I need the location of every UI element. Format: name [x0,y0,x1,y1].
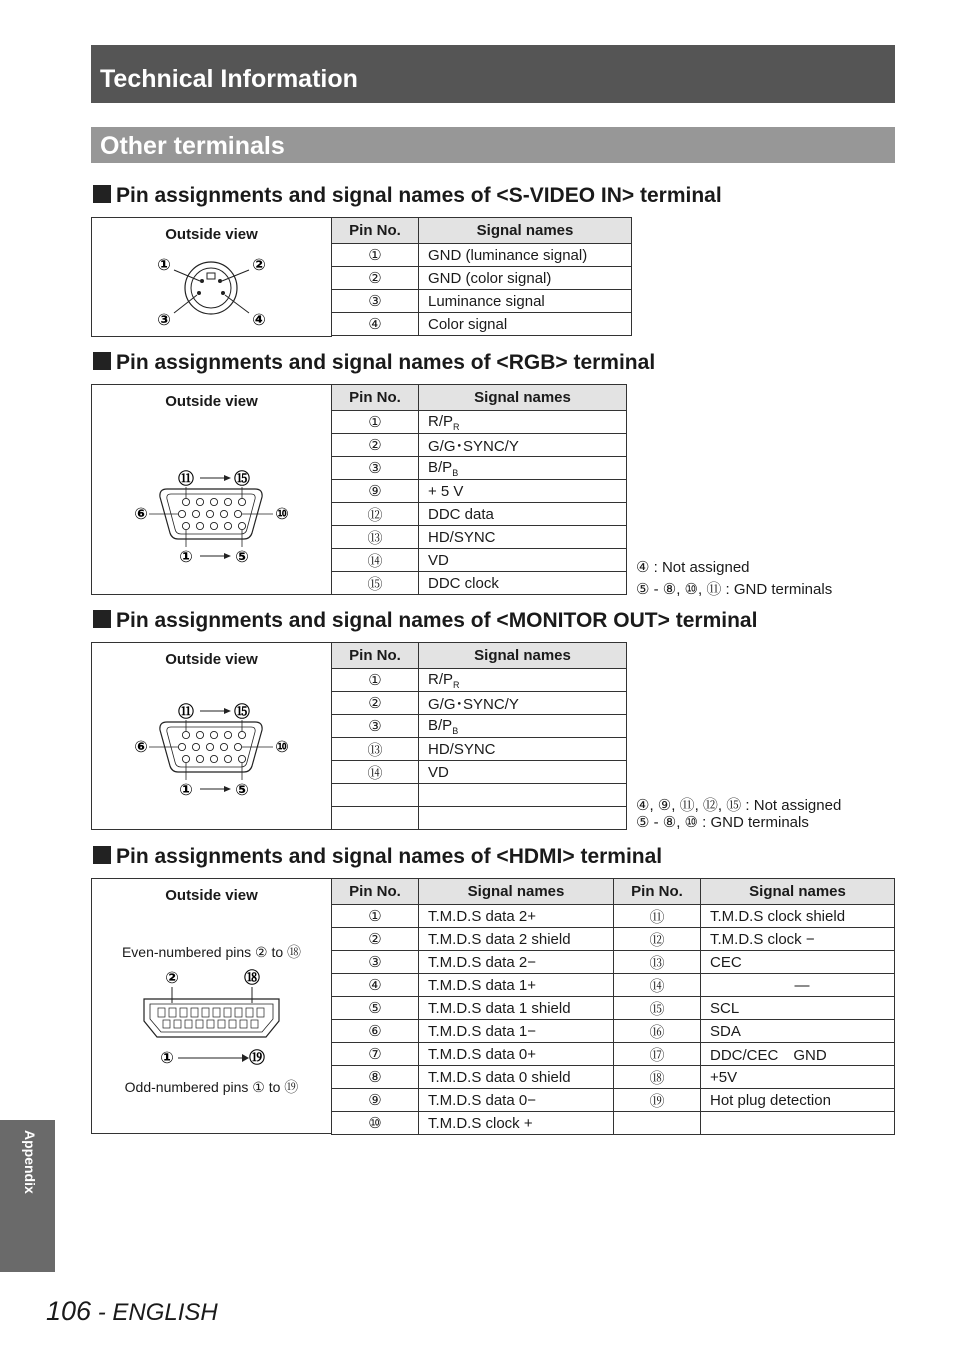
signal-name-cell: $B/P_B$ [419,457,627,480]
pin-number-cell: ④ [332,313,419,336]
table-row [332,1089,895,1112]
signal-name-cell: T.M.D.S data 1− [419,1020,614,1043]
pin-label: ⑩ [275,504,289,523]
signal-name-cell: T.M.D.S data 0+ [419,1043,614,1066]
svideo-heading: Pin assignments and signal names of <S-VIDEO IN> terminal [93,184,722,208]
hdmi-pin-slot [229,1020,236,1028]
col-signal-header: Signal names [419,385,627,411]
table-row [332,784,627,807]
pin-number-cell [332,784,419,807]
pin-hole [178,510,185,517]
pin-hole [196,498,203,505]
pin-hole [224,755,231,762]
svideo-connector-diagram [92,248,331,336]
col-pin-header: Pin No. [332,218,419,244]
svideo-outside-view [91,217,332,337]
table-row [332,411,627,434]
pin-hole [192,510,199,517]
pin-number-cell: ⑧ [332,1066,419,1089]
pin-number-cell: ③ [332,951,419,974]
pin-number-cell: ② [332,267,419,290]
pin-hole [238,522,245,529]
pin-number-cell: ⑮ [332,572,419,595]
pin-number-cell: ⑥ [332,1020,419,1043]
pin-number-cell: ⑯ [614,1020,701,1043]
outside-view-label: Outside view [165,887,258,904]
rgb-note-not-assigned: ④ : Not assigned [636,559,750,576]
signal-name-cell [701,1112,895,1135]
table-row [332,1112,895,1135]
hdmi-pin-slot [202,1008,209,1017]
pin-label: ⑪ [177,702,195,721]
hdmi-pin-slot [163,1020,170,1028]
monitor-connector-diagram [92,662,331,822]
signal-name-cell: G/G･SYNC/Y [419,434,627,457]
appendix-label: Appendix [22,1130,38,1194]
pin-label: ① [179,547,193,566]
table-row [332,997,895,1020]
pin-number-cell: ⑭ [614,974,701,997]
pin-hole [234,743,241,750]
section-title: Technical Information [100,65,358,93]
pin-number-cell [614,1112,701,1135]
pin-number-cell: ⑦ [332,1043,419,1066]
pin-number-cell: ① [332,669,419,692]
pin-hole [210,731,217,738]
table-row [332,549,627,572]
table-row [332,1020,895,1043]
pin-number-cell: ① [332,244,419,267]
table-row [332,951,895,974]
hdmi-heading: Pin assignments and signal names of <HDMI> terminal [93,845,662,869]
page-number: 106 [46,1296,92,1326]
svideo-pin-table [331,217,632,336]
pin-number-cell: ⑨ [332,480,419,503]
pin-label: ⑪ [177,469,195,488]
table-row [332,244,632,267]
pin-hole [182,522,189,529]
table-row [332,434,627,457]
pin-number-cell: ⑱ [614,1066,701,1089]
table-row [332,974,895,997]
monitor-note-not-assigned: ④, ⑨, ⑪, ⑫, ⑮ : Not assigned [636,797,842,814]
table-row [332,928,895,951]
hdmi-pin-slot [246,1008,253,1017]
table-row [332,290,632,313]
pin-number-cell: ② [332,434,419,457]
pin-number-cell: ③ [332,457,419,480]
rgb-note-gnd: ⑤ - ⑧, ⑩, ⑪ : GND terminals [636,581,833,598]
pin-hole [206,510,213,517]
hdmi-pin-slot [169,1008,176,1017]
pin-hole [182,755,189,762]
subsection-title-bar [91,127,895,163]
pin-hole [210,522,217,529]
signal-name-cell [419,784,627,807]
pin-hole [220,510,227,517]
pin-hole [224,498,231,505]
pin-hole [224,731,231,738]
pin-label: ① [179,780,193,799]
even-pins-label: Even-numbered pins ② to ⑱ [121,944,302,960]
pin-hole [182,731,189,738]
monitor-note-gnd: ⑤ - ⑧, ⑩ : GND terminals [636,814,809,831]
pin-number-cell: ② [332,928,419,951]
signal-name-cell: +5V [701,1066,895,1089]
table-row [332,572,627,595]
pin-hole [192,743,199,750]
pin-label: ⑮ [233,702,251,721]
col-pin-header: Pin No. [614,879,701,905]
signal-name-cell: T.M.D.S clock + [419,1112,614,1135]
table-row [332,267,632,290]
rgb-pin-table [331,384,627,595]
pin-number-cell: ⑬ [332,738,419,761]
signal-name-cell: $B/P_B$ [419,715,627,738]
hdmi-pin-slot [257,1008,264,1017]
pin-number-cell: ⑤ [332,997,419,1020]
table-row [332,905,895,928]
rgb-connector-diagram [92,415,331,595]
pin-number-cell: ④ [332,974,419,997]
pin-number-cell: ⑫ [614,928,701,951]
hdmi-pin-slot [213,1008,220,1017]
pin-number-cell: ⑭ [332,761,419,784]
signal-name-cell: T.M.D.S data 1+ [419,974,614,997]
pin-label: ③ [157,310,171,329]
signal-name-cell: SDA [701,1020,895,1043]
hdmi-pin-slot [235,1008,242,1017]
pin-hole [196,731,203,738]
signal-name-cell: $R/P_R$ [419,411,627,434]
outside-view-label: Outside view [165,651,258,668]
odd-pins-label: Odd-numbered pins ① to ⑲ [124,1079,299,1095]
col-signal-header: Signal names [419,218,632,244]
signal-name-cell: G/G･SYNC/Y [419,692,627,715]
monitor-heading: Pin assignments and signal names of <MONITOR OUT> terminal [93,609,757,633]
pin-label: ⑥ [134,737,148,756]
hdmi-pin-slot [174,1020,181,1028]
hdmi-pin-slot [240,1020,247,1028]
pin-number-cell: ⑩ [332,1112,419,1135]
col-pin-header: Pin No. [332,643,419,669]
table-row [332,669,627,692]
pin-number-cell: ⑬ [332,526,419,549]
pin-hole [178,743,185,750]
signal-name-cell: SCL [701,997,895,1020]
hdmi-pin-slot [207,1020,214,1028]
rgb-outside-view [91,384,332,595]
hdmi-pin-slot [158,1008,165,1017]
pin-hole [182,498,189,505]
pin-number-cell: ② [332,692,419,715]
pin-number-cell: ⑪ [614,905,701,928]
table-row [332,503,627,526]
square-bullet-icon [93,846,111,864]
pin-number-cell: ③ [332,715,419,738]
signal-name-cell: Luminance signal [419,290,632,313]
signal-name-cell: T.M.D.S data 2 shield [419,928,614,951]
rgb-heading: Pin assignments and signal names of <RGB> terminal [93,351,655,375]
signal-name-cell: T.M.D.S data 1 shield [419,997,614,1020]
monitor-outside-view [91,642,332,830]
signal-name-cell: T.M.D.S clock − [701,928,895,951]
table-row [332,1043,895,1066]
signal-name-cell: + 5 V [419,480,627,503]
signal-name-cell [419,807,627,830]
col-signal-header: Signal names [419,879,614,905]
language-label: - ENGLISH [91,1299,218,1326]
hdmi-pin-table [331,878,895,1135]
col-pin-header: Pin No. [332,385,419,411]
hdmi-outside-view [91,878,332,1134]
col-signal-header: Signal names [419,643,627,669]
signal-name-cell: HD/SYNC [419,526,627,549]
table-row [332,761,627,784]
signal-name-cell: HD/SYNC [419,738,627,761]
signal-name-cell: T.M.D.S data 0 shield [419,1066,614,1089]
pin-number-cell: ⑰ [614,1043,701,1066]
pin-hole [210,498,217,505]
hdmi-pin-slot [224,1008,231,1017]
pin-number-cell: ⑨ [332,1089,419,1112]
table-row [332,807,627,830]
table-row [332,738,627,761]
pin-hole [238,731,245,738]
pin-label: ⑥ [134,504,148,523]
signal-name-cell: DDC clock [419,572,627,595]
monitor-pin-table [331,642,627,830]
square-bullet-icon [93,185,111,203]
pin-label: ⑤ [235,780,249,799]
signal-name-cell: GND (color signal) [419,267,632,290]
pin-hole [206,743,213,750]
table-row [332,1066,895,1089]
pin-label: ① [157,255,171,274]
signal-name-cell: CEC [701,951,895,974]
pin-label: ⑤ [235,547,249,566]
pin-number-cell: ⑬ [614,951,701,974]
hdmi-pin-slot [185,1020,192,1028]
pin-hole [224,522,231,529]
pin-label: ② [252,255,266,274]
pin-number-cell: ① [332,905,419,928]
pin-number-cell: ⑭ [332,549,419,572]
square-bullet-icon [93,352,111,370]
signal-name-cell: T.M.D.S clock shield [701,905,895,928]
pin-number-cell [332,807,419,830]
pin-number-cell: ⑮ [614,997,701,1020]
signal-name-cell: VD [419,761,627,784]
hdmi-pin-slot [180,1008,187,1017]
table-row [332,715,627,738]
signal-name-cell: VD [419,549,627,572]
square-bullet-icon [93,610,111,628]
pin-label: ④ [252,310,266,329]
col-pin-header: Pin No. [332,879,419,905]
hdmi-pin-slot [251,1020,258,1028]
signal-name-cell: DDC/CEC GND [701,1043,895,1066]
signal-name-cell: T.M.D.S data 2+ [419,905,614,928]
outside-view-label: Outside view [165,226,258,243]
section-title-bar [91,45,895,103]
pin-label: ⑮ [233,469,251,488]
hdmi-pin-slot [218,1020,225,1028]
signal-name-cell: Hot plug detection [701,1089,895,1112]
signal-name-cell: T.M.D.S data 2− [419,951,614,974]
outside-view-label: Outside view [165,393,258,410]
table-row [332,692,627,715]
pin-hole [234,510,241,517]
appendix-side-tab [0,1120,55,1272]
signal-name-cell: — [701,974,895,997]
pin-hole [238,498,245,505]
pin-hole [210,755,217,762]
hdmi-connector-diagram [92,963,331,1083]
pin-label: ⑱ [243,968,261,987]
table-row [332,313,632,336]
signal-name-cell: T.M.D.S data 0− [419,1089,614,1112]
pin-label: ⑩ [275,737,289,756]
pin-label: ② [165,968,179,987]
pin-number-cell: ① [332,411,419,434]
table-row [332,480,627,503]
pin-hole [196,755,203,762]
signal-name-cell: DDC data [419,503,627,526]
signal-name-cell: $R/P_R$ [419,669,627,692]
pin-number-cell: ⑲ [614,1089,701,1112]
hdmi-pin-slot [191,1008,198,1017]
pin-label: ① [160,1048,174,1067]
signal-name-cell: GND (luminance signal) [419,244,632,267]
pin-hole [220,743,227,750]
hdmi-pin-slot [196,1020,203,1028]
signal-name-cell: Color signal [419,313,632,336]
pin-hole [196,522,203,529]
table-row [332,526,627,549]
page-footer [46,1296,218,1327]
pin-label: ⑲ [248,1048,266,1067]
subsection-title: Other terminals [100,132,285,160]
pin-number-cell: ⑫ [332,503,419,526]
col-signal-header: Signal names [701,879,895,905]
pin-number-cell: ③ [332,290,419,313]
pin-hole [238,755,245,762]
table-row [332,457,627,480]
